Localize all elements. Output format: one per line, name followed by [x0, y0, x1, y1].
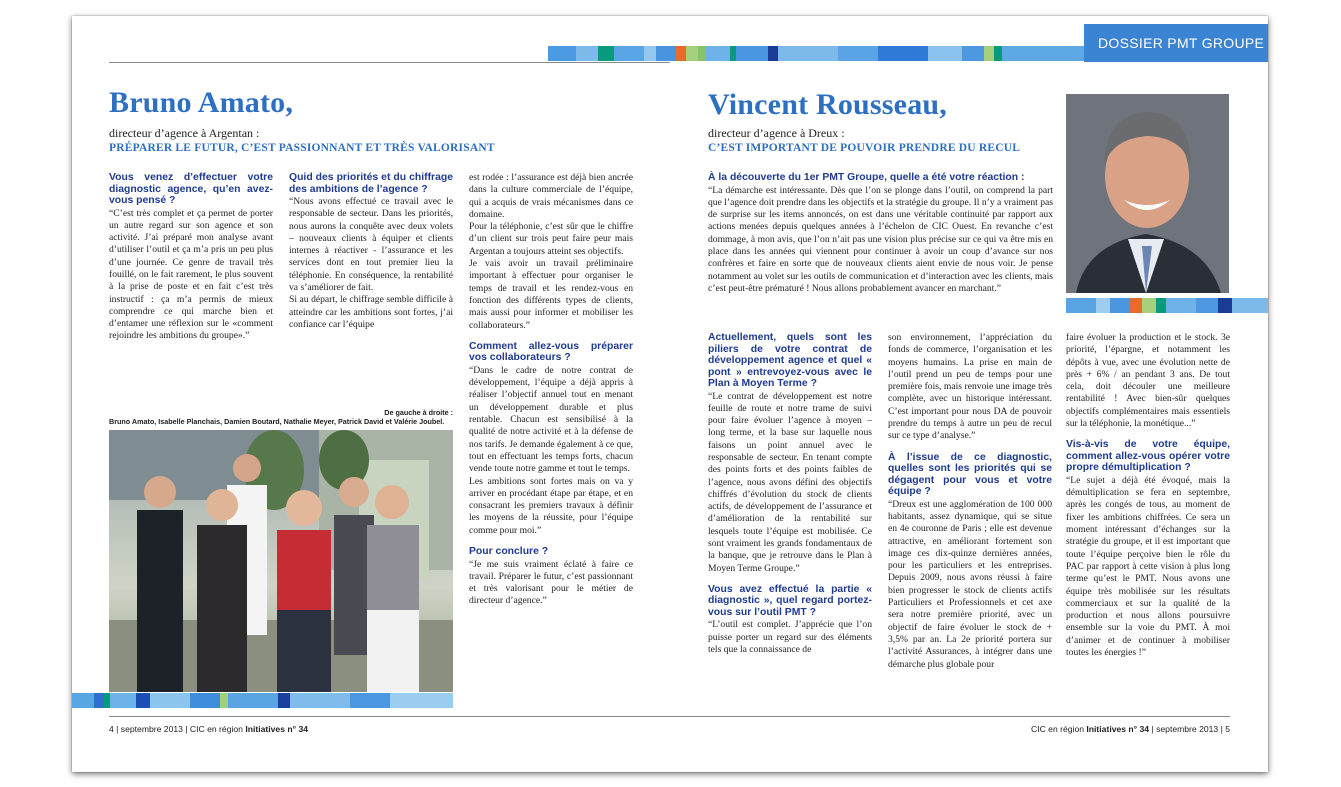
answer: “Le contrat de développement est notre feuille de route et notre trame de suivi pour faire évoluer l’agence à moyen – long terme, et la base sur laquelle nous faisons un point annuel avec le responsable de secteur. En tenant compte des points forts et des points faibles de l’agence, nous avons défini des objectifs chiffrés d’évolution du stock de clients actifs, de développement de l’assurance et d’amélioration de la rentabilité sur lesquels toute l’équipe est mobilisée. Ce sont vraiment les grands fondamentaux de la banque, que je retrouve dans le Plan à Moyen Terme Groupe.” [708, 390, 872, 574]
answer: “Je me suis vraiment éclaté à faire ce travail. Préparer le futur, c’est passionnant et très valorisant pour le métier de directeur d’agence.” [469, 558, 633, 607]
interviewee-role: directeur d’agence à Dreux : [708, 126, 845, 140]
question: Vous venez d’effectuer votre diagnostic agence, qu’en avez-vous pensé ? [109, 172, 273, 206]
interview-headline: C’EST IMPORTANT DE POUVOIR PRENDRE DU RECUL [708, 142, 1021, 154]
answer: faire évoluer la production et le stock. 3e priorité, l’épargne, et notamment les dépôts à vue, avec une évolution nette de près + 6% / an pendant 3 ans. De tout cela, doit découler une meilleure rentabilité ! Avec bien-sûr quelques objectifs complémentaires mais essentiels sur la téléphonie, la monétique...” [1066, 332, 1230, 430]
intro-block [708, 172, 1053, 295]
question: Actuellement, quels sont les piliers de votre contrat de développement agence et quel « pont » entrevoyez-vous avec le Plan à Moyen Terme ? [708, 332, 872, 389]
answer: Pour la téléphonie, c’est sûr que le chiffre d’un client sur trois peut faire peur mais Argentan a toujours atteint ses objectifs. [469, 221, 633, 257]
issue-date: septembre 2013 [120, 724, 183, 734]
text-column-2 [888, 332, 1052, 671]
caption-names: Bruno Amato, Isabelle Planchais, Damien Boutard, Nathalie Meyer, Patrick David et Valérie Joubel. [109, 417, 445, 426]
text-column-1 [708, 332, 872, 656]
question: Comment allez-vous préparer vos collaborateurs ? [469, 340, 633, 364]
answer: est rodée : l’assurance est déjà bien ancrée dans la culture commerciale de l’équipe, qui a acquis de vrais mécanismes dans ce domaine. [469, 172, 633, 220]
question: Vous avez effectué la partie « diagnostic », quel regard portez-vous sur l’outil PMT ? [708, 583, 872, 618]
page-number: 5 [1225, 724, 1230, 734]
footer-rule [670, 716, 1230, 717]
caption-heading: De gauche à droite : [384, 408, 453, 417]
interview-headline: PRÉPARER LE FUTUR, C’EST PASSIONNANT ET TRÈS VALORISANT [109, 142, 495, 154]
portrait-photo [1066, 94, 1229, 293]
answer: Si au départ, le chiffrage semble difficile à atteindre car les ambitions sont fortes, j’ai confiance car l’équipe [289, 294, 453, 330]
answer: “Nous avons effectué ce travail avec le responsable de secteur. Dans les priorités, nous aurons la conquête avec deux volets – nouveaux clients à équiper et clients internes à réactiver - l’assurance et les services dont en tout premier lieu la téléphonie. En conséquence, la rentabilité va s’améliorer de fait. [289, 196, 453, 294]
text-column-1 [109, 172, 273, 343]
photo-caption [109, 408, 453, 426]
footer-rule [109, 716, 670, 717]
answer: Je vais avoir un travail préliminaire important à effectuer pour organiser le temps de travail et les rendez-vous en fonction des différents types de clients, mais aussi pour informer et mobiliser les collaborateurs.” [469, 258, 633, 331]
team-photo-illustration [109, 430, 453, 692]
answer: Les ambitions sont fortes mais on va y arriver en procédant étape par étape, et en consacrant les premiers travaux à définir les moyens de la réussite, pour l’équipe comme pour moi.” [469, 475, 633, 536]
answer: “Dreux est une agglomération de 100 000 habitants, assez dynamique, qui se situe en 4e couronne de Paris ; elle est devenue attractive, en améliorant fortement son image ces dix-quinze dernières années, pour les particuliers et les entreprises. Depuis 2009, nous avons réussi à faire bien progresser le stock de clients actifs Particuliers et Professionnels et cet axe sera notre première priorité, avec un objectif de faire évoluer le stock de + 3,5% par an. La 2e priorité portera sur l’activité Assurances, à intégrer dans une démarche plus globale pour [888, 498, 1052, 670]
question: À l’issue de ce diagnostic, quelles sont les priorités qui se dégagent pour vous et votre équipe ? [888, 451, 1052, 498]
publication: CIC en région [1030, 724, 1085, 734]
answer: “Dans le cadre de notre contrat de développement, l’équipe a déjà appris à réaliser l’objectif annuel tout en menant un développement durable et plus rentable. Chacun est sensibilisé à la qualité de notre activité et à la défense de nos tarifs. Je demande également à ce que, tout en effectuant les temps forts, chacun vende toute notre gamme et tout le temps. [469, 364, 633, 475]
interviewee-name: Bruno Amato, [109, 86, 294, 119]
answer: “La démarche est intéressante. Dès que l’on se plonge dans l’outil, on comprend la part que l’agence doit prendre dans les objectifs et la stratégie du groupe. Il n’y a vraiment pas de surprise sur les items annoncés, on est dans une véritable continuité par rapport aux actions menées depuis quelques années à l’échelon de CIC Ouest. En revanche c’est dommage, à mon avis, que l’on n’ait pas une vision plus précise sur ce qui va être mis en place dans les années qui viennent pour continuer à avoir un coup d’avance sur nos confrères et faire en sorte que de nouveaux clients aient envie de nous voir. Je pense notamment au volet sur les outils de communication et d’interaction avec les clients, mais c’est peut-être prématuré ! Nous allons probablement avancer en marchant.” [708, 184, 1053, 294]
question: Vis-à-vis de votre équipe, comment allez-vous opérer votre propre démultiplication ? [1066, 439, 1230, 474]
text-column-2 [289, 172, 453, 331]
team-photo [109, 430, 453, 692]
color-strip-top [548, 46, 1090, 61]
top-rule [109, 62, 670, 63]
answer: “C’est très complet et ça permet de porter un autre regard sur son agence et son activité. J’ai préparé mon analyse avant d’utiliser l’outil et ça m’a pris un peu plus d’une journée. Ce genre de travail très fouillé, on le fait rarement, le plus souvent à la prise de poste et en fait c’est très instructif : ça m’a permis de mieux comprendre ce qui marche bien et d’entamer une réflexion sur le «comment rejoindre les ambitions du groupe».” [109, 207, 273, 342]
publication: CIC en région [189, 724, 243, 734]
publication-title: Initiatives n° 34 [245, 724, 309, 734]
interviewee-name: Vincent Rousseau, [708, 88, 947, 121]
portrait-illustration [1066, 94, 1229, 293]
section-banner: DOSSIER PMT GROUPE [1084, 24, 1268, 62]
footer-right: CIC en région Initiatives n° 34 | septembre 2013 | 5 [1030, 724, 1230, 734]
answer: “Le sujet a déjà été évoqué, mais la démultiplication se fera en septembre, après les congés de tous, au moment de fixer les ambitions chiffrées. Ce sera un moment intéressant d’échanges sur la stratégie du groupe, et il est important que toute l’équipe perçoive bien le rôle du PAC par rapport à cette vision à plus long terme qu’est le PMT. Nous avons une équipe très mobilisée sur les résultats commerciaux et sur la qualité de la production et nous allons poursuivre ensemble sur la voie du PMT. À moi d’animer et de continuer à mobiliser toutes les énergies !” [1066, 474, 1230, 659]
color-strip-bottom-left [72, 693, 453, 708]
text-column-3 [1066, 332, 1230, 659]
magazine-spread [72, 16, 1268, 772]
right-page [670, 16, 1268, 772]
publication-title: Initiatives n° 34 [1086, 724, 1150, 734]
text-column-3 [469, 172, 633, 608]
interviewee-role: directeur d’agence à Argentan : [109, 126, 260, 140]
question: À la découverte du 1er PMT Groupe, quelle a été votre réaction : [708, 172, 1025, 183]
question: Pour conclure ? [469, 546, 549, 558]
answer: son environnement, l’appréciation du fonds de commerce, l’organisation et les moyens humains. La prise en main de l’outil prend un peu de temps pour une première fois, mais renvoie une image très complète, avec un historique intéressant. C’est important pour nous DA de pouvoir prendre du temps à autre un peu de recul sur ce type d’analyse.” [888, 332, 1052, 442]
footer-left: 4 | septembre 2013 | CIC en région Initiatives n° 34 [109, 724, 309, 734]
left-page [72, 16, 670, 772]
question: Quid des priorités et du chiffrage des ambitions de l’agence ? [289, 172, 453, 195]
issue-date: septembre 2013 [1156, 724, 1219, 734]
color-strip-right [1066, 298, 1268, 313]
answer: “L’outil est complet. J’apprécie que l’on puisse porter un regard sur des éléments tels que la connaissance de [708, 619, 872, 656]
page-number: 4 [109, 724, 114, 734]
